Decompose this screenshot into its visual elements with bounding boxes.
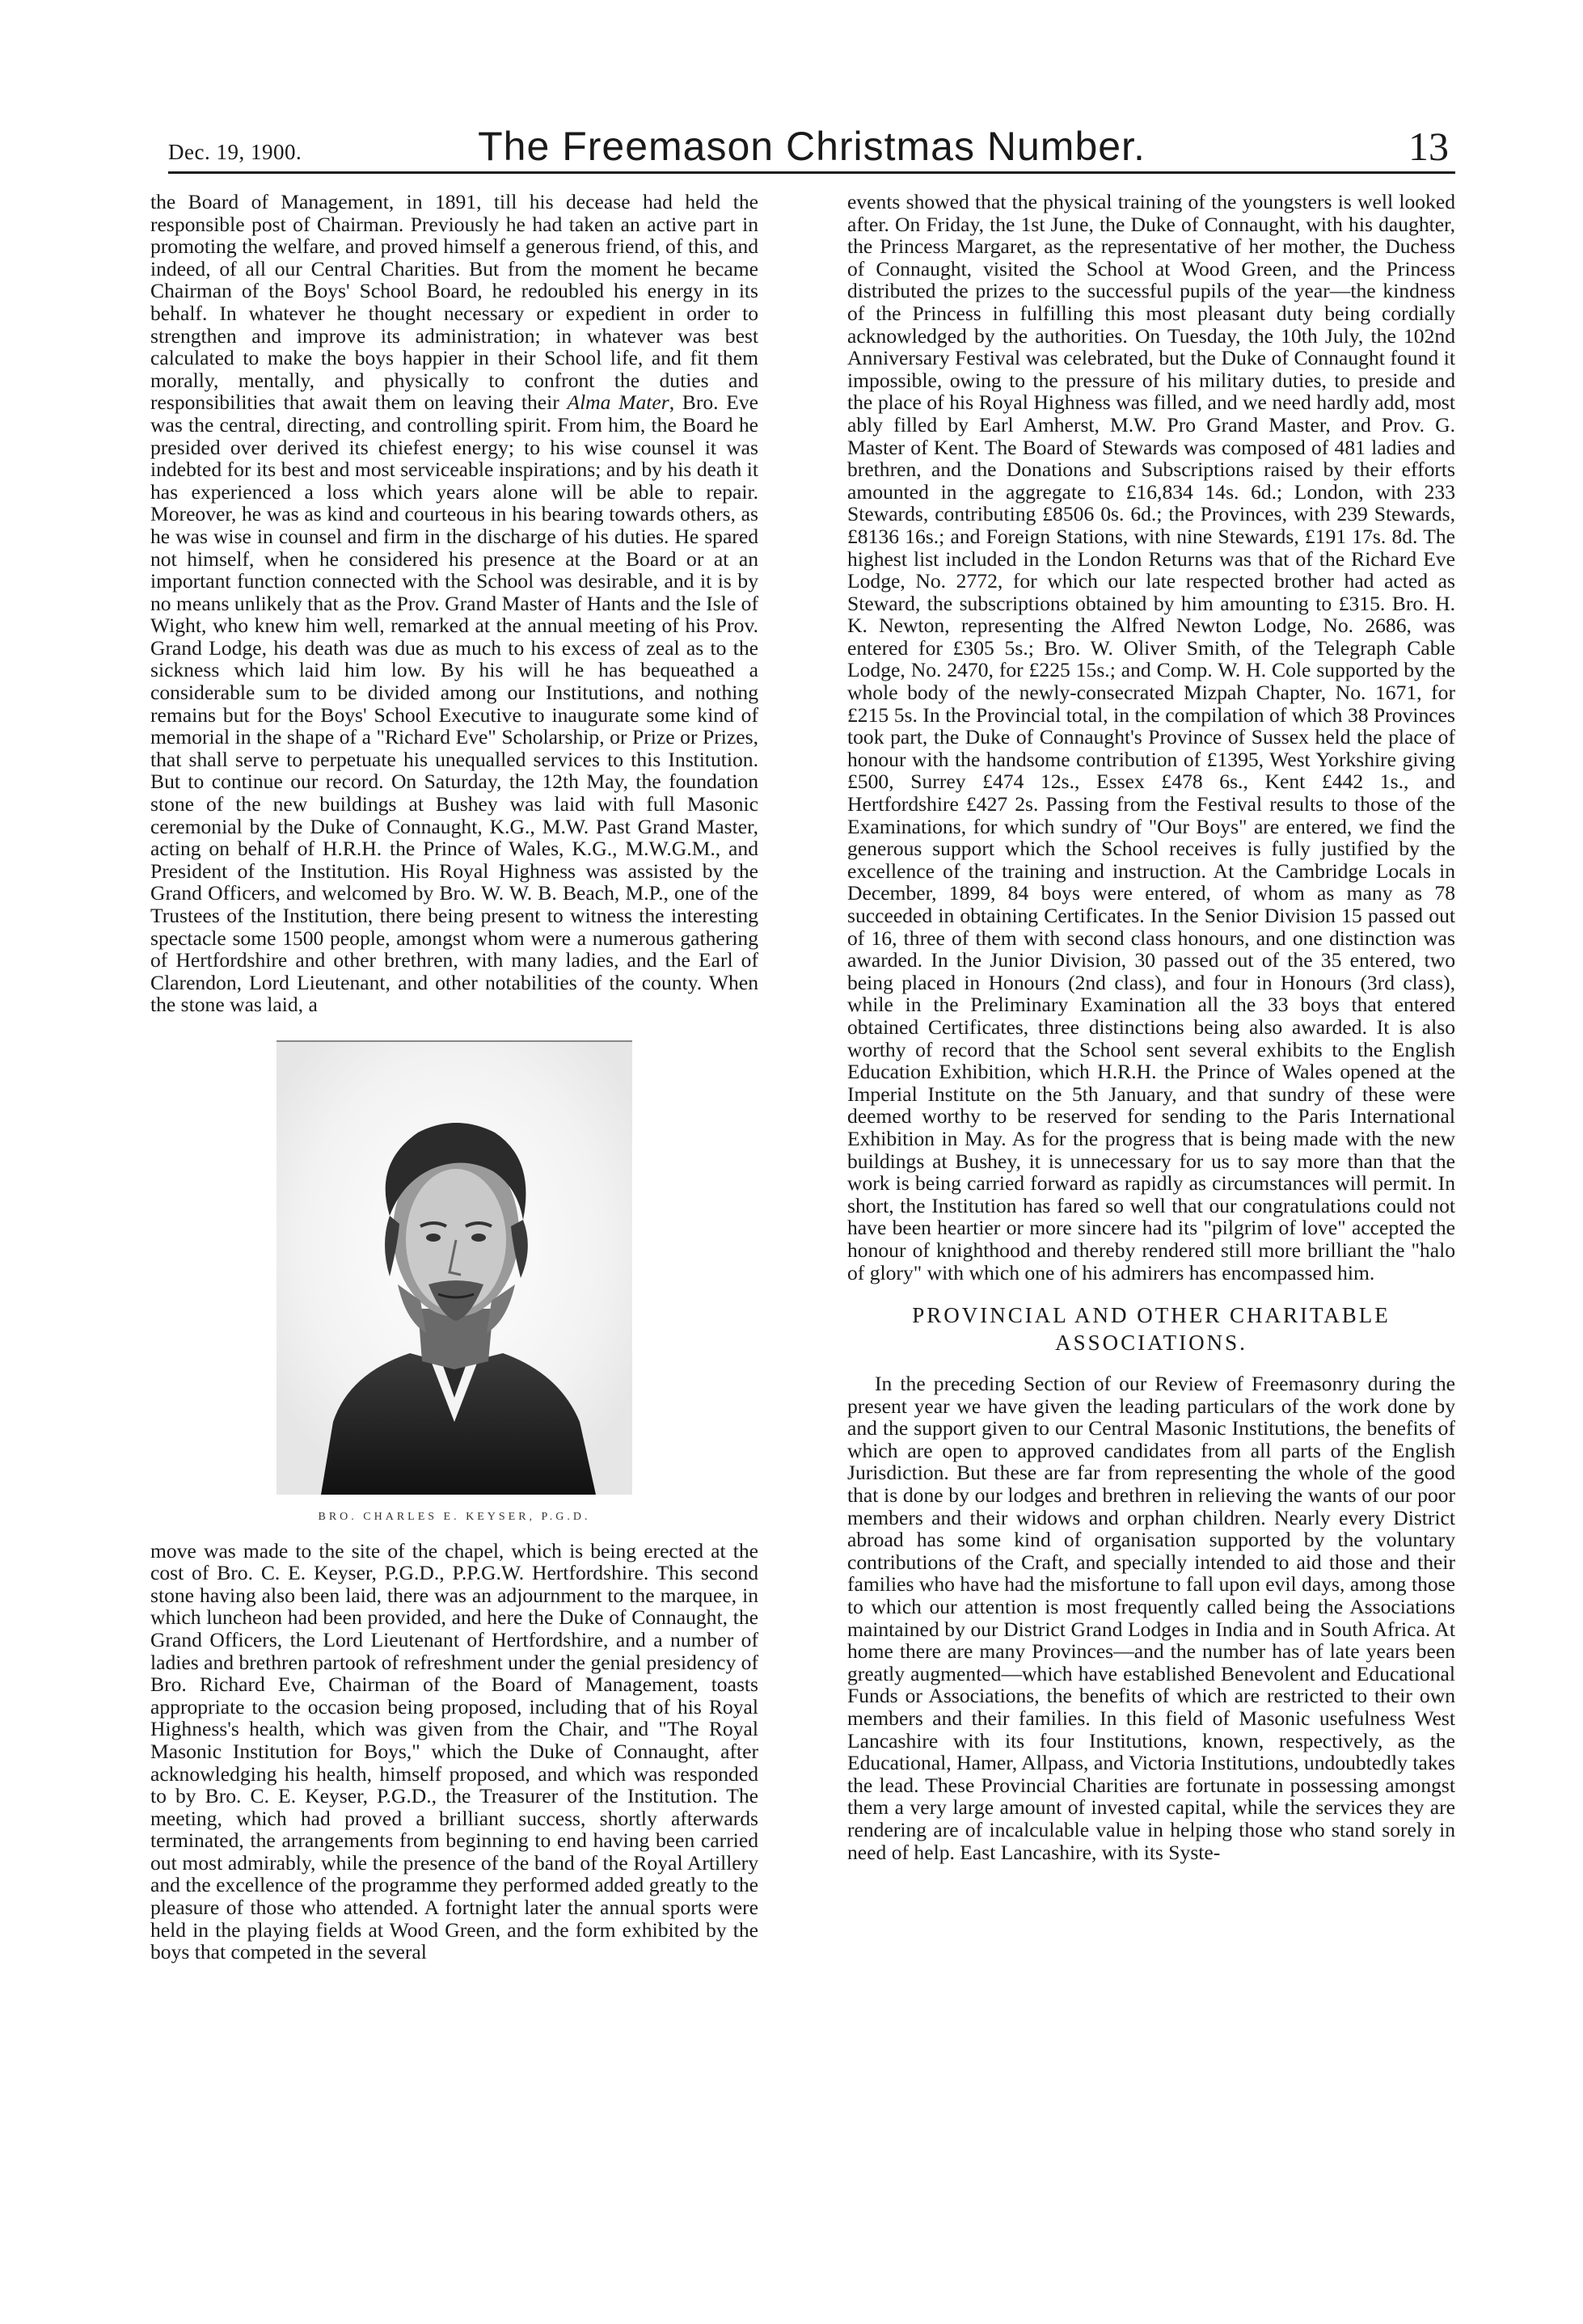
publication-title: The Freemason Christmas Number. — [478, 124, 1146, 169]
left-column — [150, 191, 758, 1963]
portrait-caption: BRO. CHARLES E. KEYSER, P.G.D. — [318, 1510, 591, 1523]
right-column — [847, 191, 1455, 1863]
paragraph-text-cont: , Bro. Eve was the central, directing, and controlling spirit. From him, the Board he presided over derived its chiefest energy; to his wise counsel it was indebted for its best and most serviceable inspirations; and by his death it has experienced a loss which years alone will be able to repair. Moreover, he was as kind and courteous in his bearing towards others, as he was wise in counsel and firm in the discharge of his duties. He spared not himself, when he considered his presence at the Board or at an important function connected with the School was desirable, and it is by no means unlikely that as the Prov. Grand Master of Hants and the Isle of Wight, who knew him well, remarked at the annual meeting of his Prov. Grand Lodge, his death was due as much to his excess of zeal as to the sickness which laid him low. By his will he has bequeathed a considerable sum to be divided among our Institutions, and nothing remains but for the Boys' School Executive to inaugurate some kind of memorial in the shape of a "Richard Eve" Scholarship, or Prize or Prizes, that shall serve to perpetuate his unequalled services to this Institution. But to continue our record. On Saturday, the 12th May, the foundation stone of the new buildings at Bushey was laid with full Masonic ceremonial by the Duke of Connaught, K.G., M.W. Past Grand Master, acting on behalf of H.R.H. the Prince of Wales, K.G., M.W.G.M., and President of the Institution. His Royal Highness was assisted by the Grand Officers, and welcomed by Bro. W. W. B. Beach, M.P., one of the Trustees of the Institution, there being present to witness the interesting spectacle some 1500 people, amongst whom were a numerous gathering of Hertfordshire and other brethren, with many ladies, and the Earl of Clarendon, Lord Lieutenant, and other notabilities of the county. When the stone was laid, a — [150, 390, 758, 1017]
article-paragraph: move was made to the site of the chapel, which is being erected at the cost of Bro. C. E. Keyser, P.G.D., P.P.G.W. Hertfordshire. This second stone having also been laid, there was an adjournment to the marquee, in which luncheon had been provided, and here the Duke of Connaught, the Grand Officers, the Lord Lieutenant of Hertfordshire, and a number of ladies and brethren partook of refreshment under the genial presidency of Bro. Richard Eve, Chairman of the Board of Management, toasts appropriate to the occasion being proposed, including that of his Royal Highness's health, which was given from the Chair, and "The Royal Masonic Institution for Boys," which the Duke of Connaught, after acknowledging his health, himself proposed, and which was responded to by Bro. C. E. Keyser, P.G.D., the Treasurer of the Institution. The meeting, which had proved a brilliant success, shortly afterwards terminated, the arrangements from beginning to end having been carried out most admirably, while the presence of the band of the Royal Artillery and the excellence of the programme they performed added greatly to the pleasure of those who attended. A fortnight later the annual sports were held in the playing fields at Wood Green, and the form exhibited by the boys that competed in the several — [150, 1538, 758, 1964]
paragraph-text: the Board of Management, in 1891, till his decease had held the responsible post of Chairman. Previously he had taken an active part in promoting the welfare, and proved himself a generous friend, of this, and indeed, of all our Central Charities. But from the moment he became Chairman of the Boys' School Board, he redoubled his energy in its behalf. In whatever he thought necessary or expedient in order to strengthen and improve its administration; in whatever was best calculated to make the boys happier in their School life, and fit them morally, mentally, and physically to confront the duties and responsibilities that await them on leaving their — [150, 190, 758, 415]
portrait-engraving — [276, 1042, 632, 1495]
portrait-figure — [268, 1040, 640, 1529]
article-paragraph — [150, 191, 758, 1016]
article-paragraph: In the preceding Section of our Review of Freemasonry during the present year we have given the leading particulars of the work done by and the support given to our Central Masonic Institutions, the benefits of which are open to approved candidates from all parts of the English Jurisdiction. But these are far from representing the whole of the good that is done by our lodges and brethren in relieving the wants of our poor members and their widows and orphan children. Nearly every District abroad has some kind of organisation supported by the voluntary contributions of the Craft, and specially intended to aid those and their families who have had the misfortune to fall upon evil days, among those to which our attention is most frequently called being the Associations maintained by our District Grand Lodges in India and in South Africa. At home there are many Provinces—and the number has of late years been greatly augmented—which have established Benevolent and Educational Funds or Associations, the benefits of which are restricted to their own members and their families. In this field of Masonic usefulness West Lancashire with its four Institutions, known, respectively, as the Educational, Hamer, Allpass, and Victoria Institutions, undoubtedly takes the lead. These Provincial Charities are fortunate in possessing amongst them a very large amount of invested capital, while the services they are rendering are of incalculable value in helping those who stand sorely in need of help. East Lancashire, with its Syste- — [847, 1372, 1455, 1864]
page-number: 13 — [1408, 124, 1449, 169]
portrait-image — [276, 1040, 632, 1495]
issue-date: Dec. 19, 1900. — [168, 140, 302, 164]
article-paragraph: events showed that the physical training of the youngsters is well looked after. On Friday, the 1st June, the Duke of Connaught, with his daughter, the Princess Margaret, as the representative of her mother, the Duchess of Connaught, visited the School at Wood Green, and the Princess distributed the prizes to the successful pupils of the year—the kindness of the Princess in fulfilling this most pleasant duty being cordially acknowledged by the authorities. On Tuesday, the 10th July, the 102nd Anniversary Festival was celebrated, but the Duke of Connaught found it impossible, owing to the pressure of his military duties, to preside and the place of his Royal Highness was filled, and we need hardly add, most ably filled by Earl Amherst, M.W. Pro Grand Master, and Prov. G. Master of Kent. The Board of Stewards was composed of 481 ladies and brethren, and the Donations and Subscriptions raised by their efforts amounted in the aggregate to £16,834 14s. 6d.; London, with 233 Stewards, contributing £8506 0s. 6d.; the Provinces, with 239 Stewards, £8136 16s.; and Foreign Stations, with nine Stewards, £191 17s. 8d. The highest list included in the London Returns was that of the Richard Eve Lodge, No. 2772, for which our late respected brother had acted as Steward, the subscriptions obtained by him amounting to £315. Bro. H. K. Newton, representing the Alfred Newton Lodge, No. 2686, was entered for £305 5s.; Bro. W. Oliver Smith, of the Telegraph Cable Lodge, No. 2470, for £225 15s.; and Comp. W. H. Cole supported by the whole body of the newly-consecrated Mizpah Chapter, No. 1671, for £215 5s. In the Provincial total, in the compilation of which 38 Provinces took part, the Duke of Connaught's Province of Sussex held the place of honour with the handsome contribution of £1395, West Yorkshire giving £500, Surrey £474 12s., Essex £478 6s., Kent £442 1s., and Hertfordshire £427 2s. Passing from the Festival results to those of the Examinations, for which sundry of "Our Boys" are entered, we find the generous support which the School receives is fully justified by the excellence of the training and instruction. At the Cambridge Locals in December, 1899, 84 boys were entered, of whom as many as 78 succeeded in obtaining Certificates. In the Senior Division 15 passed out of 16, three of them with second class honours, and one distinction was awarded. In the Junior Division, 30 passed out of the 35 entered, two being placed in Honours (2nd class), and four in Honours (3rd class), while in the Preliminary Examination all the 33 boys that entered obtained Certificates, three distinctions being also awarded. It is also worthy of record that the School sent several exhibits to the English Education Exhibition, which H.R.H. the Prince of Wales opened at the Imperial Institute on the 5th January, and that sundry of these were deemed worthy to be reserved for sending to the Paris International Exhibition in May. As for the progress that is being made with the new buildings at Bushey, it is unnecessary for us to say more than that the work is being carried forward as rapidly as circumstances will permit. In short, the Institution has fared so well that our congratulations could not have been heartier or more sincere had its "pilgrim of love" accepted the honour of knighthood and thereby rendered still more brilliant the "halo of glory" with which one of his admirers has encompassed him. — [847, 190, 1455, 1284]
alma-mater-italic: Alma Mater — [567, 390, 669, 415]
masthead — [168, 121, 1455, 174]
section-heading: PROVINCIAL AND OTHER CHARITABLE ASSOCIATIONS. — [912, 1303, 1391, 1356]
